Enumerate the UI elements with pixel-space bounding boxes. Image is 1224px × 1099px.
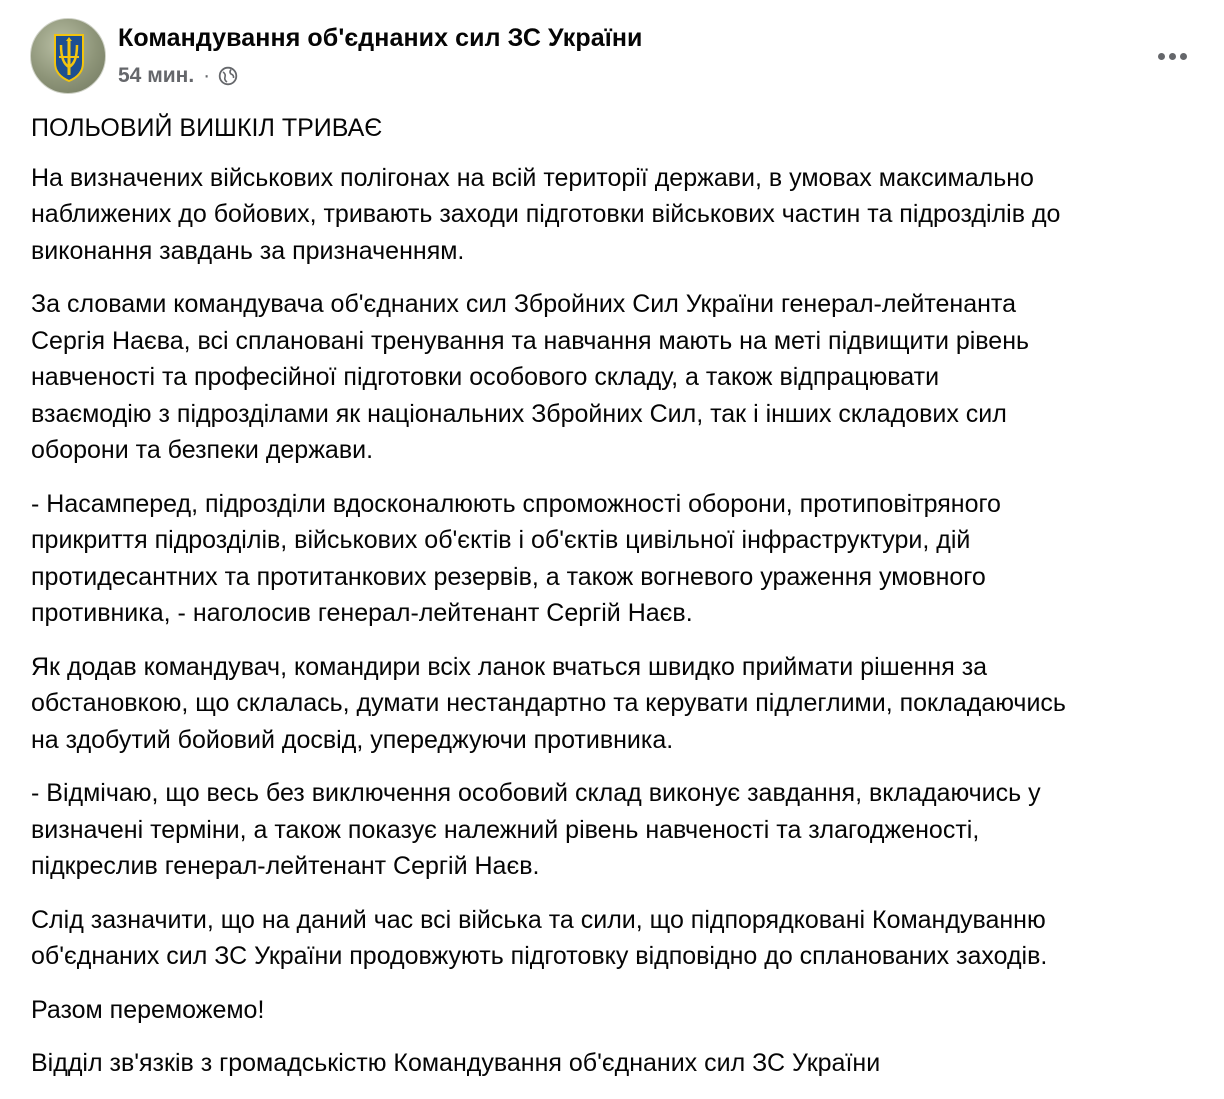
more-dot-icon <box>1169 53 1176 60</box>
text-line: наближених до бойових, тривають заходи підготовки військових частин та підрозділів до <box>31 200 1061 228</box>
more-dot-icon <box>1180 53 1187 60</box>
paragraph-2 <box>31 286 1201 469</box>
text-line: визначені терміни, а також показує належний рівень навченості та злагодженості, <box>31 815 980 844</box>
text-line: Слід зазначити, що на даний час всі війська та сили, що підпорядковані Командуванню <box>31 905 1046 934</box>
paragraph-3 <box>31 486 1201 632</box>
text-line: протидесантних та протитанкових резервів, а також вогневого ураження умовного <box>31 562 986 591</box>
page-avatar[interactable] <box>30 18 106 94</box>
text-line: на здобутий бойовий досвід, упереджуючи противника. <box>31 725 674 754</box>
text-line: обстановкою, що склалась, думати нестандартно та керувати підлеглими, покладаючись <box>31 689 1066 717</box>
paragraph-5 <box>31 775 1201 885</box>
more-dot-icon <box>1158 53 1165 60</box>
emblem-icon <box>31 19 106 94</box>
text-line: об'єднаних сил ЗС України продовжують підготовку відповідно до спланованих заходів. <box>31 942 1048 970</box>
text-line: виконання завдань за призначенням. <box>31 236 465 265</box>
text-line: - Відмічаю, що весь без виключення особовий склад виконує завдання, вкладаючись у <box>31 779 1041 807</box>
text-line: прикриття підрозділів, військових об'єктів і об'єктів цивільної інфраструктури, дій <box>31 526 971 554</box>
page-name-link[interactable]: Командування об'єднаних сил ЗС України <box>118 24 643 52</box>
post-meta <box>118 64 238 88</box>
globe-icon[interactable] <box>218 66 238 86</box>
text-line: противника, - наголосив генерал-лейтенант Сергій Наєв. <box>31 599 693 627</box>
post-header <box>30 18 1200 98</box>
text-line: Як додав командувач, командири всіх ланок вчаться швидко приймати рішення за <box>31 652 988 681</box>
post-timestamp[interactable]: 54 мин. <box>118 64 195 87</box>
post-title: ПОЛЬОВИЙ ВИШКІЛ ТРИВАЄ <box>31 114 383 142</box>
text-line: На визначених військових полігонах на всій території держави, в умовах максимально <box>31 163 1034 192</box>
paragraph-8: Відділ зв'язків з громадськістю Командування об'єднаних сил ЗС України <box>31 1049 881 1077</box>
more-options-button[interactable] <box>1152 36 1192 76</box>
paragraph-4 <box>31 649 1201 759</box>
text-line: За словами командувача об'єднаних сил Збройних Сил України генерал-лейтенанта <box>31 290 1016 318</box>
paragraph-1 <box>31 160 1201 270</box>
text-line: навченості та професійної підготовки особового складу, а також відпрацювати <box>31 363 940 391</box>
text-line: взаємодію з підрозділами як національних Збройних Сил, так і інших складових сил <box>31 399 1007 428</box>
text-line: оборони та безпеки держави. <box>31 436 374 464</box>
paragraph-6 <box>31 902 1201 975</box>
meta-separator: · <box>203 64 211 87</box>
post-body <box>31 110 1201 1099</box>
text-line: Сергія Наєва, всі сплановані тренування та навчання мають на меті підвищити рівень <box>31 326 1030 355</box>
text-line: - Насамперед, підрозділи вдосконалюють спроможності оборони, протиповітряного <box>31 489 1001 518</box>
text-line: підкреслив генерал-лейтенант Сергій Наєв. <box>31 852 540 880</box>
paragraph-7: Разом переможемо! <box>31 995 265 1024</box>
